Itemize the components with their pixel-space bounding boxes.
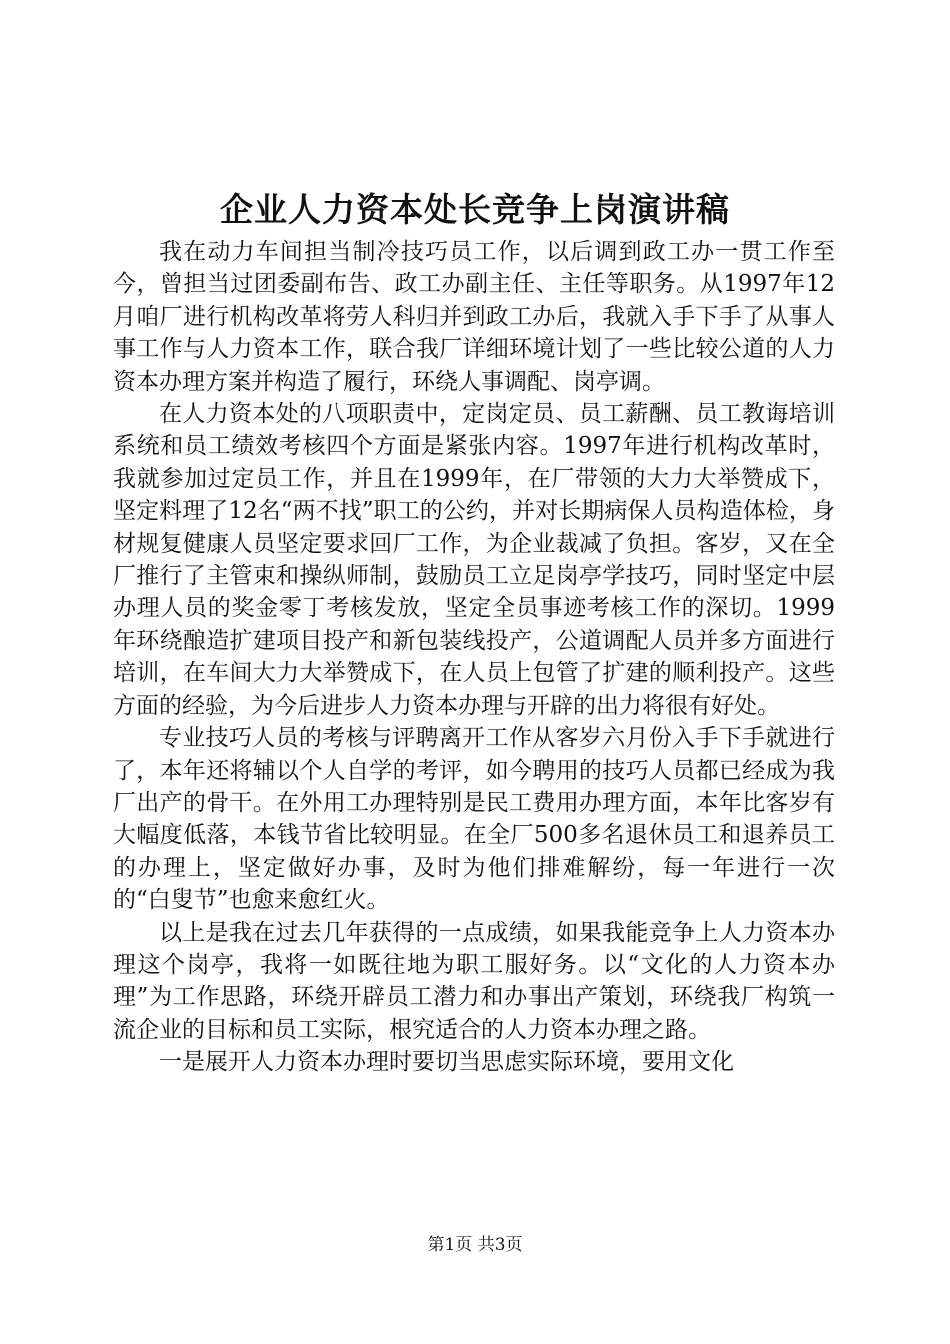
document-body bbox=[113, 236, 835, 1079]
paragraph-3: 专业技巧人员的考核与评聘离开工作从客岁六月份入手下手就进行了，本年还将辅以个人自学的考评，如今聘用的技巧人员都已经成为我厂出产的骨干。在外用工办理特别是民工费用办理方面，本年比客岁有大幅度低落，本钱节省比较明显。在全厂500多名退休员工和退养员工的办理上，坚定做好办事，及时为他们排难解纷，每一年进行一次的“白叟节”也愈来愈红火。 bbox=[113, 725, 835, 914]
paragraph-5: 一是展开人力资本办理时要切当思虑实际环境，要用文化 bbox=[159, 1049, 734, 1076]
paragraph-4: 以上是我在过去几年获得的一点成绩，如果我能竞争上人力资本办理这个岗亭，我将一如既往地为职工服好务。以“文化的人力资本办理”为工作思路，环绕开辟员工潜力和办事出产策划，环绕我厂构筑一流企业的目标和员工实际，根究适合的人力资本办理之路。 bbox=[113, 919, 835, 1043]
paragraph-1: 我在动力车间担当制冷技巧员工作，以后调到政工办一贯工作至今，曾担当过团委副布告、政工办副主任、主任等职务。从1997年12月咱厂进行机构改革将劳人科归并到政工办后，我就入手下手了从事人事工作与人力资本工作，联合我厂详细环境计划了一些比较公道的人力资本办理方案并构造了履行，环绕人事调配、岗亭调。 bbox=[113, 239, 835, 395]
page-footer: 第1页 共3页 bbox=[427, 1235, 523, 1255]
paragraph-2: 在人力资本处的八项职责中，定岗定员、员工薪酬、员工教诲培训系统和员工绩效考核四个方面是紧张内容。1997年进行机构改革时，我就参加过定员工作，并且在1999年，在厂带领的大力大举赞成下，坚定料理了12名“两不找”职工的公约，并对长期病保人员构造体检，身材规复健康人员坚定要求回厂工作，为企业裁减了负担。客岁，又在全厂推行了主管束和操纵师制，鼓励员工立足岗亭学技巧，同时坚定中层办理人员的奖金零丁考核发放，坚定全员事迹考核工作的深切。1999年环绕酿造扩建项目投产和新包装线投产，公道调配人员并多方面进行培训，在车间大力大举赞成下，在人员上包管了扩建的顺利投产。这些方面的经验，为今后进步人力资本办理与开辟的出力将很有好处。 bbox=[113, 401, 835, 719]
document-title: 企业人力资本处长竞争上岗演讲稿 bbox=[220, 190, 730, 229]
